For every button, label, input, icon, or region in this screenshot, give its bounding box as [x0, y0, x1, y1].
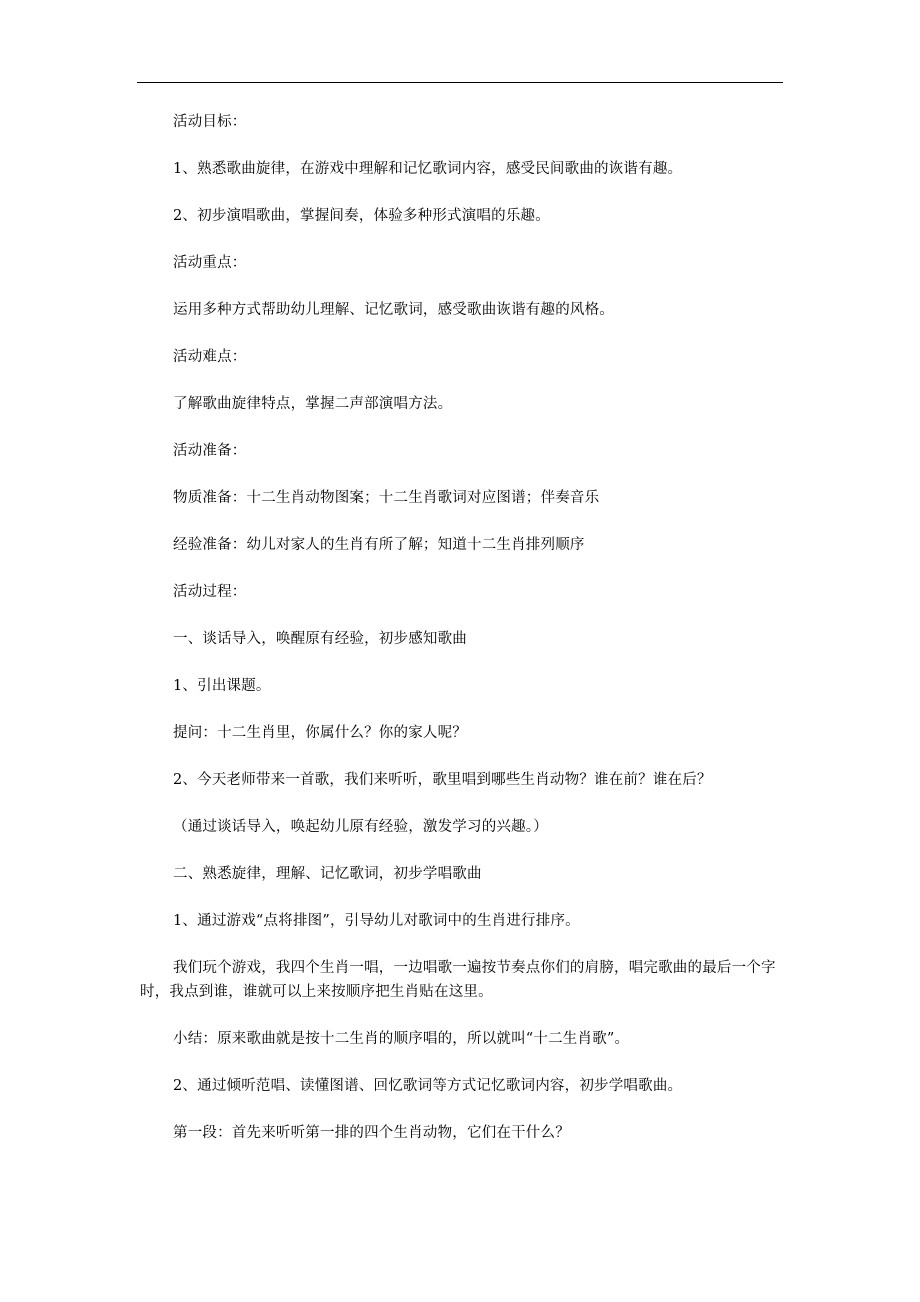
heading-key-points: 活动重点： [173, 255, 247, 271]
heading-process: 活动过程： [173, 584, 247, 600]
heading-difficulties: 活动难点： [173, 349, 247, 365]
process-question: 提问：十二生肖里，你属什么？你的家人呢？ [173, 725, 467, 741]
process-step-1-1: 1、引出课题。 [173, 678, 271, 694]
process-step-2-2: 2、通过倾听范唱、读懂图谱、回忆歌词等方式记忆歌词内容，初步学唱歌曲。 [173, 1078, 683, 1094]
goal-item-2: 2、初步演唱歌曲，掌握间奏，体验多种形式演唱的乐趣。 [173, 208, 550, 224]
material-preparation: 物质准备：十二生肖动物图案；十二生肖歌词对应图谱；伴奏音乐 [173, 490, 600, 506]
goal-item-1: 1、熟悉歌曲旋律，在游戏中理解和记忆歌词内容，感受民间歌曲的诙谐有趣。 [173, 161, 683, 177]
summary-text: 小结：原来歌曲就是按十二生肖的顺序唱的，所以就叫“十二生肖歌”。 [173, 1031, 630, 1047]
first-verse-text: 第一段：首先来听听第一排的四个生肖动物，它们在干什么？ [173, 1125, 570, 1141]
header-rule [137, 82, 783, 83]
process-step-1-2: 2、今天老师带来一首歌，我们来听听，歌里唱到哪些生肖动物？谁在前？谁在后？ [173, 772, 712, 788]
heading-preparation: 活动准备： [173, 443, 247, 459]
difficulties-text: 了解歌曲旋律特点，掌握二声部演唱方法。 [173, 396, 453, 412]
process-section-2: 二、熟悉旋律，理解、记忆歌词，初步学唱歌曲 [173, 866, 482, 882]
key-points-text: 运用多种方式帮助幼儿理解、记忆歌词，感受歌曲诙谐有趣的风格。 [173, 302, 614, 318]
heading-activity-goals: 活动目标： [173, 114, 247, 130]
process-note-1: （通过谈话导入，唤起幼儿原有经验，激发学习的兴趣。） [173, 819, 548, 835]
game-description: 我们玩个游戏，我四个生肖一唱，一边唱歌一遍按节奏点你们的肩膀，唱完歌曲的最后一个字时，我点到谁，谁就可以上来按顺序把生肖贴在这里。 [140, 960, 776, 1000]
document-body [140, 110, 785, 1168]
process-step-2-1: 1、通过游戏“点将排图”，引导幼儿对歌词中的生肖进行排序。 [173, 913, 580, 929]
process-section-1: 一、谈话导入，唤醒原有经验，初步感知歌曲 [173, 631, 467, 647]
experience-preparation: 经验准备：幼儿对家人的生肖有所了解；知道十二生肖排列顺序 [173, 537, 585, 553]
